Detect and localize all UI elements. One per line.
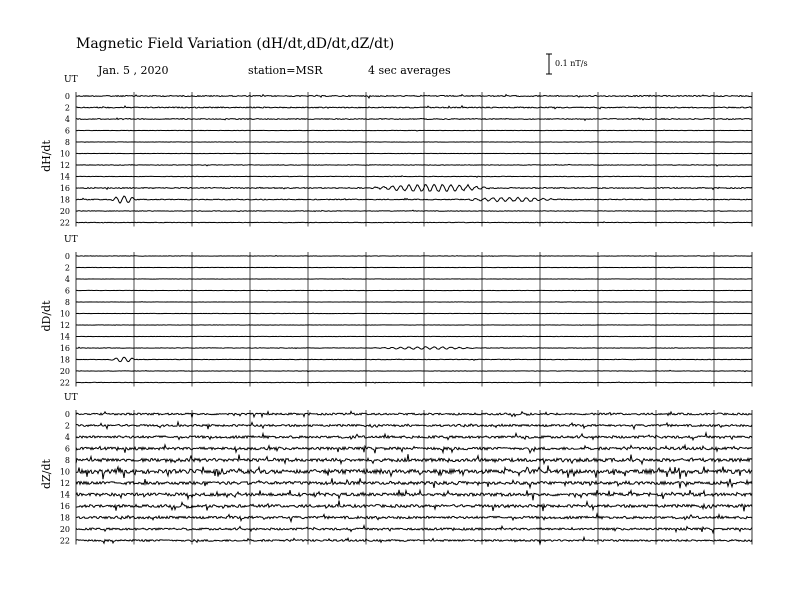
row-label-dz-5: 10: [59, 467, 70, 477]
row-label-dd-8: 16: [59, 344, 70, 353]
row-label-dz-8: 16: [59, 502, 70, 511]
row-label-dz-4: 8: [64, 456, 70, 465]
row-label-dh-10: 20: [59, 207, 70, 216]
trace-dz-6: [76, 478, 752, 488]
trace-dz-1: [76, 422, 752, 429]
row-label-dz-9: 18: [59, 513, 70, 523]
row-label-dd-9: 18: [59, 355, 70, 365]
row-label-dz-0: 0: [64, 410, 70, 419]
row-label-dd-6: 12: [59, 321, 70, 330]
date-label: Jan. 5 , 2020: [98, 64, 169, 77]
trace-dh-2: [76, 118, 752, 120]
trace-dh-4: [76, 142, 752, 143]
row-label-dz-1: 2: [64, 421, 70, 431]
row-label-dz-2: 4: [64, 433, 70, 442]
row-label-dd-7: 14: [59, 332, 70, 342]
trace-dz-5: [76, 466, 752, 480]
row-label-dz-11: 22: [59, 536, 70, 546]
trace-dh-7: [76, 176, 752, 177]
row-label-dd-2: 4: [64, 275, 70, 284]
row-label-dh-8: 16: [59, 184, 70, 193]
row-label-dz-6: 12: [59, 479, 70, 488]
row-label-dh-6: 12: [59, 161, 70, 170]
axis-label-dh: dH/dt: [40, 140, 53, 172]
scale-bar-label: 0.1 nT/s: [555, 59, 588, 68]
row-label-dz-10: 20: [59, 525, 70, 534]
trace-dz-7: [76, 490, 752, 501]
trace-dh-11: [76, 222, 752, 223]
row-label-dd-1: 2: [64, 263, 70, 273]
row-label-dd-0: 0: [64, 252, 70, 261]
row-label-dd-3: 6: [64, 286, 70, 296]
trace-dz-0: [76, 411, 752, 417]
trace-dh-10: [76, 210, 752, 211]
ut-label-dh: UT: [64, 75, 78, 85]
row-label-dh-9: 18: [59, 195, 70, 205]
trace-dh-1: [76, 106, 752, 109]
trace-dd-11: [76, 382, 752, 383]
row-label-dz-3: 6: [64, 444, 70, 454]
trace-dh-6: [76, 164, 752, 166]
ut-label-dz: UT: [64, 393, 78, 403]
row-label-dh-7: 14: [59, 172, 70, 182]
trace-dh-3: [76, 130, 752, 131]
row-label-dh-2: 4: [64, 115, 70, 124]
trace-dd-10: [76, 370, 752, 371]
row-label-dh-11: 22: [59, 218, 70, 228]
row-label-dz-7: 14: [59, 490, 70, 500]
trace-dz-11: [76, 537, 752, 543]
row-label-dh-3: 6: [64, 126, 70, 136]
trace-dh-8: [76, 184, 752, 191]
trace-dd-5: [76, 313, 752, 314]
trace-dz-10: [76, 526, 752, 533]
averaging-label: 4 sec averages: [368, 64, 451, 77]
row-label-dh-1: 2: [64, 103, 70, 113]
trace-dd-0: [76, 255, 752, 256]
ut-label-dd: UT: [64, 235, 78, 245]
trace-dd-3: [76, 290, 752, 291]
trace-dd-9: [76, 357, 752, 361]
trace-dz-4: [76, 454, 752, 464]
trace-dz-9: [76, 514, 752, 521]
row-label-dh-5: 10: [59, 149, 70, 159]
row-label-dd-11: 22: [59, 378, 70, 388]
trace-dz-2: [76, 433, 752, 440]
row-label-dh-4: 8: [64, 138, 70, 147]
row-label-dh-0: 0: [64, 92, 70, 101]
trace-dd-1: [76, 267, 752, 268]
row-label-dd-10: 20: [59, 367, 70, 376]
row-label-dd-4: 8: [64, 298, 70, 307]
axis-label-dz: dZ/dt: [40, 459, 53, 489]
chart-title: Magnetic Field Variation (dH/dt,dD/dt,dZ/dt): [76, 36, 395, 52]
trace-dh-0: [76, 95, 752, 98]
trace-dz-3: [76, 445, 752, 453]
row-label-dd-5: 10: [59, 309, 70, 319]
station-label: station=MSR: [248, 64, 323, 77]
trace-dh-9: [76, 196, 752, 203]
trace-dz-8: [76, 500, 752, 511]
trace-dd-8: [76, 347, 752, 350]
axis-label-dd: dD/dt: [40, 300, 53, 332]
